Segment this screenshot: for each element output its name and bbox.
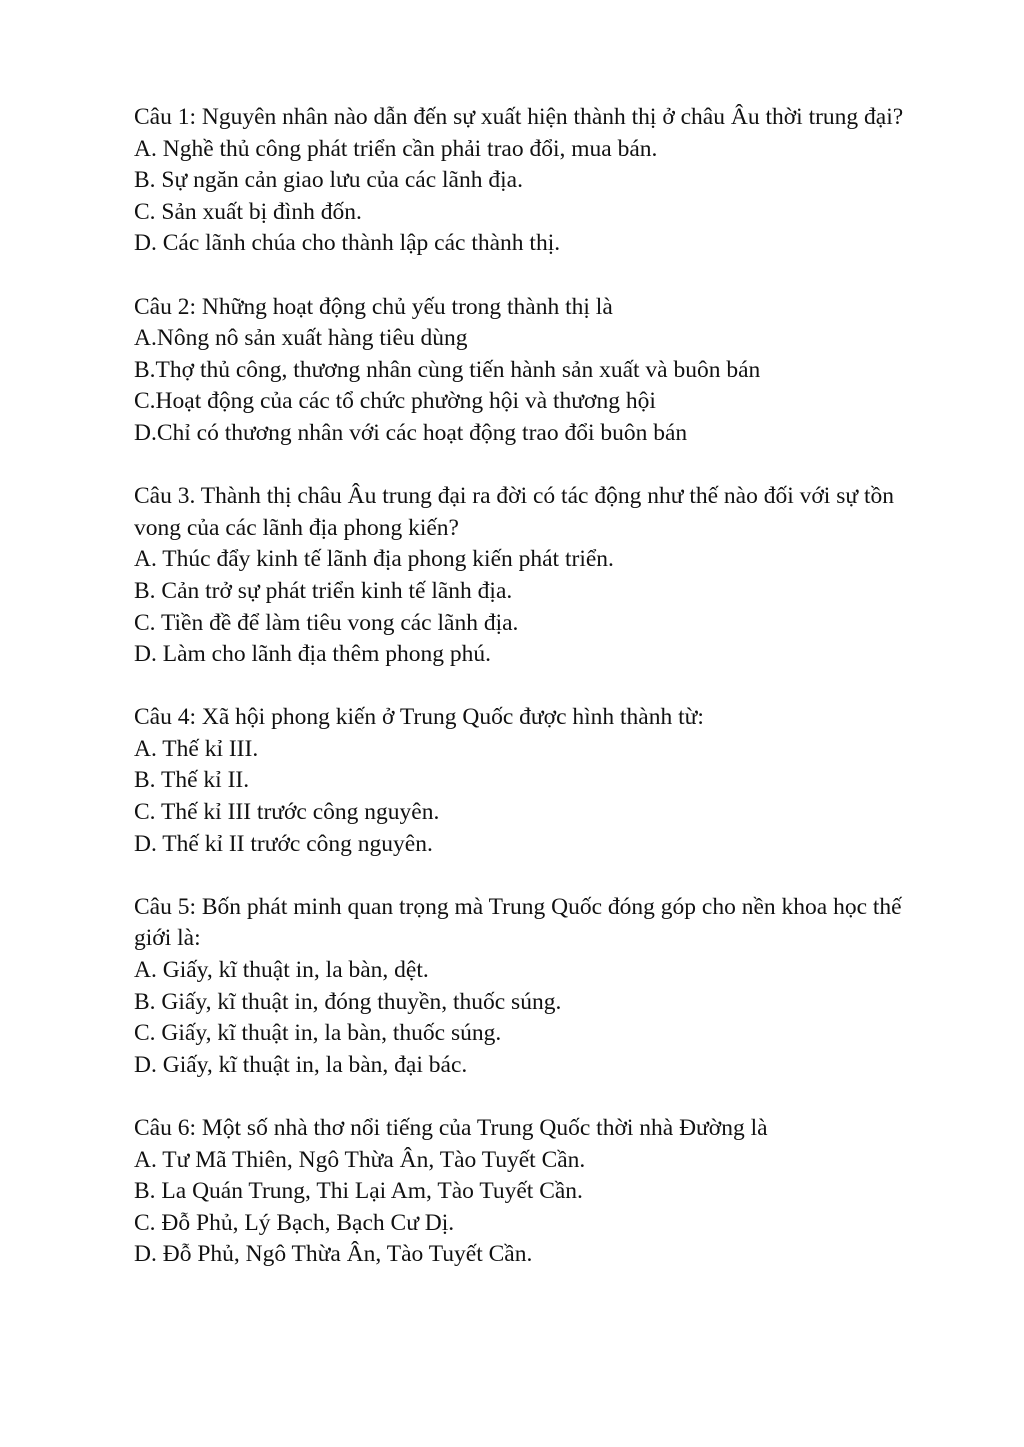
question-2 <box>134 292 934 450</box>
question-1 <box>134 102 934 260</box>
option-d: D.Chỉ có thương nhân với các hoạt động trao đổi buôn bán <box>134 419 688 446</box>
question-stem: Câu 3. Thành thị châu Âu trung đại ra đời có tác động như thế nào đối với sự tồn vong của các lãnh địa phong kiến? <box>134 483 894 541</box>
question-stem: Câu 1: Nguyên nhân nào dẫn đến sự xuất hiện thành thị ở châu Âu thời trung đại? <box>134 104 904 130</box>
question-4 <box>134 702 934 860</box>
option-c: C. Đỗ Phủ, Lý Bạch, Bạch Cư Dị. <box>134 1209 455 1236</box>
option-c: C.Hoạt động của các tổ chức phường hội và thương hội <box>134 388 656 415</box>
option-c: C. Tiền đề để làm tiêu vong các lãnh địa. <box>134 609 519 636</box>
option-a: A. Thế kỉ III. <box>134 735 259 762</box>
option-c: C. Sản xuất bị đình đốn. <box>134 198 362 225</box>
option-a: A. Thúc đẩy kinh tế lãnh địa phong kiến phát triển. <box>134 546 614 573</box>
question-list <box>134 102 934 1303</box>
question-5 <box>134 892 934 1082</box>
question-stem: Câu 4: Xã hội phong kiến ở Trung Quốc được hình thành từ: <box>134 704 704 731</box>
option-c: C. Thế kỉ III trước công nguyên. <box>134 799 440 826</box>
option-b: B. Cản trở sự phát triển kinh tế lãnh địa. <box>134 577 513 604</box>
option-a: A. Tư Mã Thiên, Ngô Thừa Ân, Tào Tuyết Cần. <box>134 1146 586 1173</box>
option-d: D. Đỗ Phủ, Ngô Thừa Ân, Tào Tuyết Cần. <box>134 1241 533 1268</box>
question-stem: Câu 5: Bốn phát minh quan trọng mà Trung Quốc đóng góp cho nền khoa học thế giới là: <box>134 893 902 952</box>
option-d: D. Thế kỉ II trước công nguyên. <box>134 830 433 857</box>
option-b: B. Sự ngăn cản giao lưu của các lãnh địa. <box>134 167 523 194</box>
option-b: B.Thợ thủ công, thương nhân cùng tiến hành sản xuất và buôn bán <box>134 356 761 383</box>
question-stem: Câu 2: Những hoạt động chủ yếu trong thành thị là <box>134 293 613 320</box>
question-3 <box>134 481 934 671</box>
option-a: A. Nghề thủ công phát triển cần phải trao đổi, mua bán. <box>134 135 658 162</box>
option-d: D. Giấy, kĩ thuật in, la bàn, đại bác. <box>134 1051 468 1078</box>
option-a: A. Giấy, kĩ thuật in, la bàn, dệt. <box>134 957 429 984</box>
question-stem: Câu 6: Một số nhà thơ nổi tiếng của Trung Quốc thời nhà Đường là <box>134 1115 768 1141</box>
option-b: B. Giấy, kĩ thuật in, đóng thuyền, thuốc súng. <box>134 988 562 1015</box>
option-d: D. Làm cho lãnh địa thêm phong phú. <box>134 641 491 668</box>
option-b: B. La Quán Trung, Thi Lại Am, Tào Tuyết Cần. <box>134 1178 583 1205</box>
option-a: A.Nông nô sản xuất hàng tiêu dùng <box>134 325 468 352</box>
option-d: D. Các lãnh chúa cho thành lập các thành thị. <box>134 230 561 257</box>
question-6 <box>134 1113 934 1271</box>
option-c: C. Giấy, kĩ thuật in, la bàn, thuốc súng. <box>134 1020 502 1047</box>
option-b: B. Thế kỉ II. <box>134 767 250 794</box>
